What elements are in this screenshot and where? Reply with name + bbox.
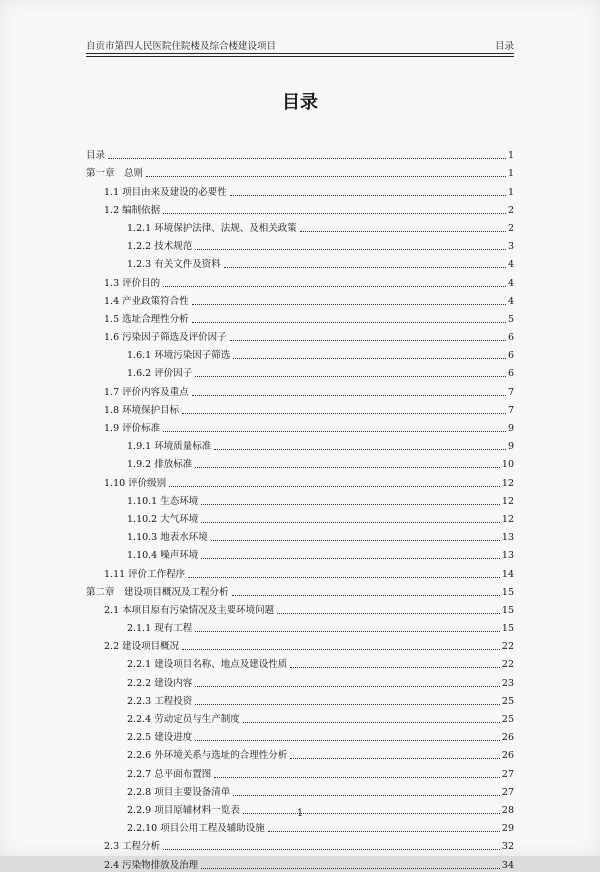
toc-entry-label: 2.2.8 项目主要设备清单 <box>127 786 231 798</box>
toc-entry[interactable] <box>86 708 514 726</box>
toc-entry[interactable] <box>86 235 514 253</box>
toc-entry-label: 2.2.5 建设进度 <box>127 732 193 744</box>
toc-entry[interactable] <box>86 199 514 217</box>
toc-entry-label: 1.9.1 环境质量标准 <box>127 441 212 453</box>
toc-entry-page: 12 <box>501 513 514 525</box>
toc-entry[interactable] <box>86 762 514 780</box>
toc-entry-page: 2 <box>507 222 514 234</box>
toc-entry-page: 27 <box>501 786 514 798</box>
toc-entry-page: 15 <box>501 604 514 616</box>
toc-leader-dots <box>201 504 500 505</box>
toc-entry-label: 1.6.2 评价因子 <box>127 368 193 380</box>
toc-leader-dots <box>188 577 500 578</box>
toc-leader-dots <box>163 431 506 432</box>
toc-entry-label: 2.3 工程分析 <box>104 841 161 853</box>
toc-entry-page: 7 <box>507 386 514 398</box>
toc-leader-dots <box>195 631 500 632</box>
toc-entry-page: 9 <box>507 441 514 453</box>
toc-entry[interactable] <box>86 308 514 326</box>
toc-entry-label: 2.2.10 项目公用工程及辅助设施 <box>127 823 265 835</box>
toc-entry-page: 6 <box>507 350 514 362</box>
toc-entry-label: 1.2.2 技术规范 <box>127 241 193 253</box>
toc-entry-page: 7 <box>507 404 514 416</box>
toc-entry-page: 6 <box>507 368 514 380</box>
toc-entry-page: 1 <box>507 186 514 198</box>
toc-leader-dots <box>230 195 506 196</box>
page-title: 目录 <box>282 92 318 113</box>
toc-entry[interactable] <box>86 508 514 526</box>
toc-entry-label: 1.7 评价内容及重点 <box>104 386 189 398</box>
toc-entry-label: 第一章 总则 <box>86 168 144 180</box>
toc-entry-page: 22 <box>501 659 514 671</box>
toc-entry-page: 13 <box>501 550 514 562</box>
toc-entry-label: 2.2.3 工程投资 <box>127 695 193 707</box>
toc-leader-dots <box>243 722 500 723</box>
toc-entry-page: 29 <box>501 823 514 835</box>
toc-entry-page: 1 <box>507 150 514 162</box>
toc-entry[interactable] <box>86 435 514 453</box>
toc-entry[interactable] <box>86 526 514 544</box>
toc-entry-page: 23 <box>501 677 514 689</box>
toc-entry[interactable] <box>86 726 514 744</box>
toc-entry-page: 6 <box>507 332 514 344</box>
toc-entry-label: 1.5 选址合理性分析 <box>104 313 189 325</box>
toc-leader-dots <box>182 413 506 414</box>
toc-entry[interactable] <box>86 290 514 308</box>
toc-entry[interactable] <box>86 853 514 871</box>
toc-entry-page: 3 <box>507 241 514 253</box>
toc-leader-dots <box>163 213 506 214</box>
toc-entry-label: 1.4 产业政策符合性 <box>104 295 189 307</box>
toc-leader-dots <box>163 286 506 287</box>
toc-entry[interactable] <box>86 344 514 362</box>
toc-leader-dots <box>201 868 500 869</box>
toc-entry-label: 2.2.4 劳动定员与生产制度 <box>127 714 240 725</box>
toc-leader-dots <box>182 649 500 650</box>
toc-leader-dots <box>300 231 506 232</box>
toc-entry[interactable] <box>86 690 514 708</box>
toc-leader-dots <box>195 249 506 250</box>
toc-entry-page: 2 <box>507 204 514 216</box>
toc-entry-page: 22 <box>501 641 514 653</box>
toc-entry-label: 1.10.1 生态环境 <box>127 495 199 507</box>
table-of-contents <box>86 144 514 872</box>
page-number: 1 <box>296 808 304 819</box>
toc-entry-label: 1.10 评价级别 <box>104 477 167 489</box>
toc-entry-label: 1.3 评价目的 <box>104 277 161 289</box>
toc-entry-page: 5 <box>507 313 514 325</box>
toc-leader-dots <box>192 322 506 323</box>
toc-leader-dots <box>201 558 500 559</box>
toc-entry[interactable] <box>86 271 514 289</box>
toc-entry-page: 25 <box>501 695 514 707</box>
toc-entry[interactable] <box>86 562 514 580</box>
running-header <box>86 36 514 52</box>
toc-entry[interactable] <box>86 635 514 653</box>
toc-leader-dots <box>268 831 500 832</box>
toc-entry-label: 1.10.4 噪声环境 <box>127 550 199 562</box>
toc-entry-page: 13 <box>501 532 514 544</box>
toc-entry[interactable] <box>86 744 514 762</box>
toc-entry-page: 15 <box>501 586 514 598</box>
toc-leader-dots <box>214 449 506 450</box>
toc-entry-page: 4 <box>507 295 514 307</box>
toc-entry-label: 1.6 污染因子筛选及评价因子 <box>104 332 227 344</box>
toc-entry-page: 12 <box>501 477 514 489</box>
toc-entry-label: 1.9.2 排放标准 <box>127 459 193 471</box>
toc-entry-page: 28 <box>501 804 514 816</box>
toc-leader-dots <box>195 704 500 705</box>
toc-entry[interactable] <box>86 471 514 489</box>
toc-entry-page: 1 <box>507 168 514 180</box>
toc-entry[interactable] <box>86 144 514 162</box>
toc-leader-dots <box>192 304 506 305</box>
toc-leader-dots <box>195 740 500 741</box>
toc-leader-dots <box>195 376 506 377</box>
toc-entry[interactable] <box>86 326 514 344</box>
toc-entry-page: 4 <box>507 277 514 289</box>
toc-entry[interactable] <box>86 544 514 562</box>
toc-leader-dots <box>290 667 500 668</box>
toc-leader-dots <box>233 795 500 796</box>
toc-entry-label: 2.1 本项目原有污染情况及主要环境问题 <box>104 604 275 616</box>
toc-entry-label: 1.9 评价标准 <box>104 423 161 434</box>
toc-leader-dots <box>290 758 500 759</box>
toc-entry-label: 2.2.6 外环境关系与选址的合理性分析 <box>127 750 288 762</box>
toc-leader-dots <box>224 267 506 268</box>
toc-leader-dots <box>233 358 506 359</box>
toc-entry[interactable] <box>86 453 514 471</box>
toc-entry-label: 2.2.9 项目原辅材料一览表 <box>127 804 240 816</box>
toc-entry-page: 27 <box>501 768 514 780</box>
toc-leader-dots <box>214 777 500 778</box>
toc-entry-label: 2.1.1 现有工程 <box>127 623 193 635</box>
toc-entry-label: 1.10.2 大气环境 <box>127 513 199 525</box>
toc-entry-page: 12 <box>501 495 514 507</box>
toc-entry-page: 32 <box>501 841 514 853</box>
toc-entry-page: 10 <box>501 459 514 471</box>
toc-entry-page: 4 <box>507 259 514 271</box>
toc-leader-dots <box>146 176 506 177</box>
toc-leader-dots <box>108 158 506 159</box>
toc-entry-label: 1.8 环境保护目标 <box>104 404 180 416</box>
toc-entry[interactable] <box>86 671 514 689</box>
toc-leader-dots <box>277 613 500 614</box>
toc-entry-page: 25 <box>501 714 514 725</box>
header-section-title: 目录 <box>494 41 514 52</box>
toc-entry-label: 2.2 建设项目概况 <box>104 641 180 653</box>
toc-entry[interactable] <box>86 817 514 835</box>
toc-entry-label: 1.1 项目由来及建设的必要性 <box>104 186 227 198</box>
toc-entry-label: 目录 <box>86 150 106 162</box>
toc-entry[interactable] <box>86 253 514 271</box>
toc-entry[interactable] <box>86 617 514 635</box>
toc-entry-label: 1.2.1 环境保护法律、法规、及相关政策 <box>127 222 297 234</box>
toc-leader-dots <box>169 486 500 487</box>
toc-entry-label: 1.2 编制依据 <box>104 204 161 216</box>
toc-entry-page: 34 <box>501 859 514 871</box>
toc-entry-label: 2.2.1 建设项目名称、地点及建设性质 <box>127 659 288 671</box>
toc-entry[interactable] <box>86 781 514 799</box>
toc-entry[interactable] <box>86 217 514 235</box>
toc-entry-label: 2.4 污染物排放及治理 <box>104 859 199 871</box>
toc-leader-dots <box>201 522 500 523</box>
toc-entry-label: 1.11 评价工作程序 <box>104 568 186 580</box>
toc-entry-label: 2.2.2 建设内容 <box>127 677 193 689</box>
toc-entry-label: 1.10.3 地表水环境 <box>127 532 208 544</box>
toc-entry-page: 9 <box>507 423 514 434</box>
toc-entry[interactable] <box>86 581 514 599</box>
toc-entry[interactable] <box>86 417 514 435</box>
toc-entry-label: 1.2.3 有关文件及资料 <box>127 259 221 271</box>
header-project-title: 自贡市第四人民医院住院楼及综合楼建设项目 <box>86 41 277 52</box>
toc-entry-page: 26 <box>501 732 514 744</box>
toc-leader-dots <box>195 686 500 687</box>
toc-entry[interactable] <box>86 380 514 398</box>
toc-leader-dots <box>211 540 500 541</box>
toc-entry[interactable] <box>86 162 514 180</box>
toc-leader-dots <box>163 849 500 850</box>
toc-entry-page: 15 <box>501 623 514 635</box>
toc-entry-label: 1.6.1 环境污染因子筛选 <box>127 350 231 362</box>
toc-leader-dots <box>192 395 506 396</box>
toc-entry-label: 第二章 建设项目概况及工程分析 <box>86 586 229 598</box>
toc-leader-dots <box>232 595 500 596</box>
toc-entry-page: 26 <box>501 750 514 762</box>
toc-entry-label: 2.2.7 总平面布置图 <box>127 768 212 780</box>
toc-entry[interactable] <box>86 399 514 417</box>
toc-leader-dots <box>230 340 506 341</box>
toc-entry[interactable] <box>86 599 514 617</box>
toc-entry[interactable] <box>86 180 514 198</box>
toc-entry[interactable] <box>86 362 514 380</box>
header-rule <box>86 53 514 54</box>
toc-entry-page: 14 <box>501 568 514 580</box>
header-rule-thin <box>86 56 514 57</box>
toc-entry[interactable] <box>86 653 514 671</box>
toc-leader-dots <box>195 467 500 468</box>
toc-entry[interactable] <box>86 490 514 508</box>
toc-entry[interactable] <box>86 835 514 853</box>
